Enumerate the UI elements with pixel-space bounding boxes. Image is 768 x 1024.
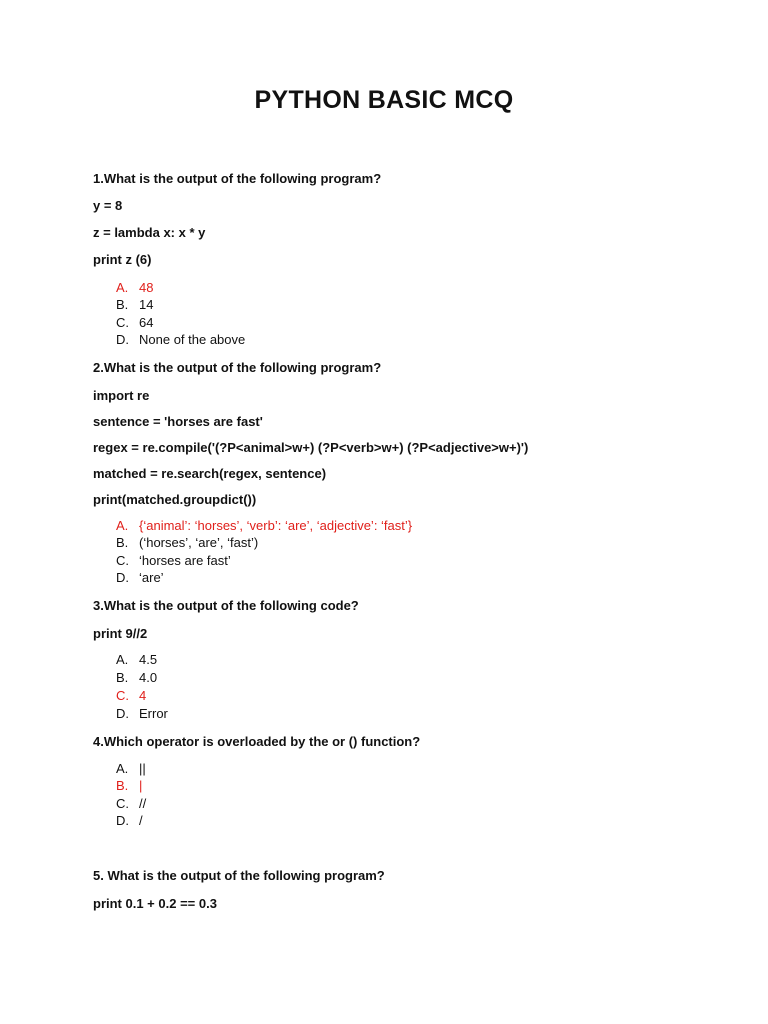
question-4-option-d: D. / — [116, 813, 143, 828]
question-2-option-a: A. {‘animal’: ‘horses’, ‘verb’: ‘are’, ‘adjective’: ‘fast’} — [116, 518, 413, 533]
question-3-option-a: A. 4.5 — [116, 652, 158, 667]
question-5-prompt: 5. What is the output of the following program? — [93, 868, 385, 883]
question-1-option-a: A. 48 — [116, 280, 154, 295]
question-3-option-d: D. Error — [116, 706, 168, 721]
question-2-code-line: print(matched.groupdict()) — [93, 492, 257, 507]
page-title: PYTHON BASIC MCQ — [254, 86, 514, 114]
question-4-option-b: B. | — [116, 778, 143, 793]
question-1-prompt: 1.What is the output of the following program? — [93, 171, 382, 186]
question-2-code-line: sentence = 'horses are fast' — [93, 414, 263, 429]
question-2-prompt: 2.What is the output of the following program? — [93, 360, 382, 375]
question-2-code-line: import re — [93, 388, 150, 403]
question-4-option-a: A. || — [116, 761, 146, 776]
question-1-code-line: z = lambda x: x * y — [93, 225, 206, 240]
question-2-option-d: D. ‘are’ — [116, 570, 164, 585]
question-1-option-b: B. 14 — [116, 297, 154, 312]
question-3-code-line: print 9//2 — [93, 626, 148, 641]
question-3-prompt: 3.What is the output of the following code? — [93, 598, 359, 613]
question-2-code-line: regex = re.compile('(?P<animal>w+) (?P<verb>w+) (?P<adjective>w+)') — [93, 440, 529, 455]
question-1-option-d: D. None of the above — [116, 332, 246, 347]
question-1-code-line: y = 8 — [93, 198, 123, 213]
question-2-option-b: B. (‘horses’, ‘are’, ‘fast’) — [116, 535, 259, 550]
question-2-code-line: matched = re.search(regex, sentence) — [93, 466, 327, 481]
question-4-prompt: 4.Which operator is overloaded by the or () function? — [93, 734, 421, 749]
question-2-option-c: C. ‘horses are fast’ — [116, 553, 231, 568]
question-5-code-line: print 0.1 + 0.2 == 0.3 — [93, 896, 217, 911]
question-4-option-c: C. // — [116, 796, 147, 811]
question-1-code-line: print z (6) — [93, 252, 152, 267]
question-1-option-c: C. 64 — [116, 315, 154, 330]
question-3-option-c: C. 4 — [116, 688, 147, 703]
question-3-option-b: B. 4.0 — [116, 670, 158, 685]
